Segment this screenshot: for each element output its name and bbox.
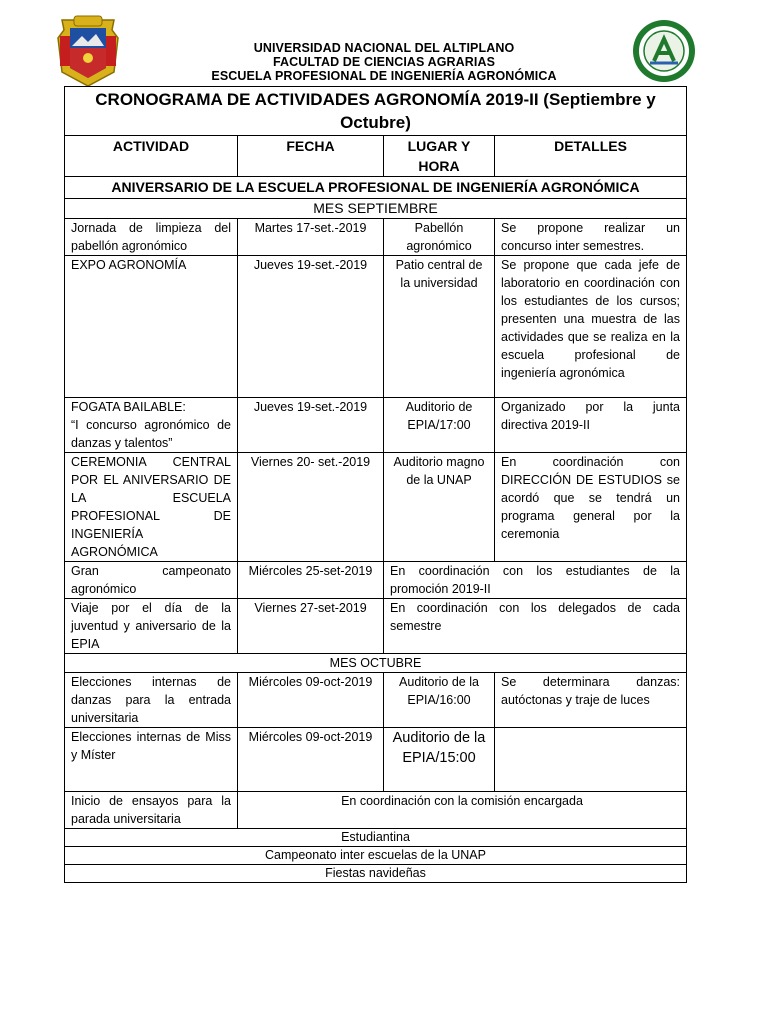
place-cell: Auditorio de la EPIA/16:00: [384, 673, 495, 728]
place-cell: Patio central de la universidad: [384, 256, 495, 398]
place-cell: Pabellón agronómico: [384, 219, 495, 256]
column-header-actividad: ACTIVIDAD: [65, 136, 238, 177]
footer-row: [65, 829, 687, 847]
column-header-lugar-hora: LUGAR Y HORA: [384, 136, 495, 177]
details-cell: Se propone que cada jefe de laboratorio en coordinación con los estudiantes de los cursos; presenten una muestra de las actividades que se realiza en la escuela profesional de ingeniería agronómica: [495, 256, 687, 398]
activity-cell: Viaje por el día de la juventud y aniversario de la EPIA: [65, 599, 238, 654]
table-row: [65, 599, 687, 654]
date-cell: Viernes 20- set.-2019: [238, 453, 384, 562]
agronomy-school-logo-icon: [628, 18, 700, 84]
activities-schedule-table: [64, 86, 687, 883]
schedule-title: CRONOGRAMA DE ACTIVIDADES AGRONOMÍA 2019-II (Septiembre y Octubre): [65, 87, 687, 136]
footer-item: Fiestas navideñas: [65, 865, 687, 883]
date-cell: Martes 17-set.-2019: [238, 219, 384, 256]
school-name: ESCUELA PROFESIONAL DE INGENIERÍA AGRONÓMICA: [211, 69, 557, 83]
month-row-september: [65, 199, 687, 219]
activity-subtitle: “I concurso agronómico de danzas y talentos”: [71, 418, 231, 450]
date-cell: Miércoles 09-oct-2019: [238, 728, 384, 792]
details-cell: Se determinara danzas: autóctonas y traje de luces: [495, 673, 687, 728]
table-row: [65, 792, 687, 829]
table-row: [65, 673, 687, 728]
section-title: ANIVERSARIO DE LA ESCUELA PROFESIONAL DE INGENIERÍA AGRONÓMICA: [65, 177, 687, 199]
activity-cell: [65, 398, 238, 453]
footer-item: Estudiantina: [65, 829, 687, 847]
details-cell: En coordinación con los estudiantes de la promoción 2019-II: [384, 562, 687, 599]
month-row-october: [65, 654, 687, 673]
date-cell: Miércoles 25-set-2019: [238, 562, 384, 599]
footer-item: Campeonato inter escuelas de la UNAP: [65, 847, 687, 865]
activity-cell: CEREMONIA CENTRAL POR EL ANIVERSARIO DE LA ESCUELA PROFESIONAL DE INGENIERÍA AGRONÓMICA: [65, 453, 238, 562]
institution-heading: [140, 41, 628, 83]
date-cell: Jueves 19-set.-2019: [238, 256, 384, 398]
table-row: [65, 219, 687, 256]
university-crest-logo-icon: [52, 12, 124, 88]
place-cell: Auditorio de la EPIA/15:00: [384, 728, 495, 792]
details-cell: [495, 728, 687, 792]
activity-cell: Gran campeonato agronómico: [65, 562, 238, 599]
details-cell: En coordinación con la comisión encargada: [238, 792, 687, 829]
details-cell: En coordinación con DIRECCIÓN DE ESTUDIOS se acordó que se tendrá un programa general por la ceremonia: [495, 453, 687, 562]
date-cell: Jueves 19-set.-2019: [238, 398, 384, 453]
column-header-fecha: FECHA: [238, 136, 384, 177]
table-row: [65, 453, 687, 562]
activity-cell: Inicio de ensayos para la parada universitaria: [65, 792, 238, 829]
section-row: [65, 177, 687, 199]
details-cell: En coordinación con los delegados de cada semestre: [384, 599, 687, 654]
place-cell: Auditorio magno de la UNAP: [384, 453, 495, 562]
page-header: [0, 0, 768, 86]
activity-cell: Elecciones internas de danzas para la entrada universitaria: [65, 673, 238, 728]
month-october-label: MES OCTUBRE: [65, 654, 687, 673]
activity-cell: EXPO AGRONOMÍA: [65, 256, 238, 398]
date-cell: Miércoles 09-oct-2019: [238, 673, 384, 728]
table-row: [65, 398, 687, 453]
table-row: [65, 728, 687, 792]
date-cell: Viernes 27-set-2019: [238, 599, 384, 654]
title-row: [65, 87, 687, 136]
footer-row: [65, 865, 687, 883]
faculty-name: FACULTAD DE CIENCIAS AGRARIAS: [272, 55, 496, 69]
details-cell: Organizado por la junta directiva 2019-II: [495, 398, 687, 453]
month-september-label: MES SEPTIEMBRE: [65, 199, 687, 219]
place-cell: Auditorio de EPIA/17:00: [384, 398, 495, 453]
column-header-row: [65, 136, 687, 177]
column-header-detalles: DETALLES: [495, 136, 687, 177]
details-cell: Se propone realizar un concurso inter semestres.: [495, 219, 687, 256]
activity-title: FOGATA BAILABLE:: [71, 400, 186, 414]
footer-row: [65, 847, 687, 865]
table-row: [65, 562, 687, 599]
activity-cell: Jornada de limpieza del pabellón agronómico: [65, 219, 238, 256]
activity-cell: Elecciones internas de Miss y Míster: [65, 728, 238, 792]
table-row: [65, 256, 687, 398]
university-name: UNIVERSIDAD NACIONAL DEL ALTIPLANO: [253, 41, 515, 55]
